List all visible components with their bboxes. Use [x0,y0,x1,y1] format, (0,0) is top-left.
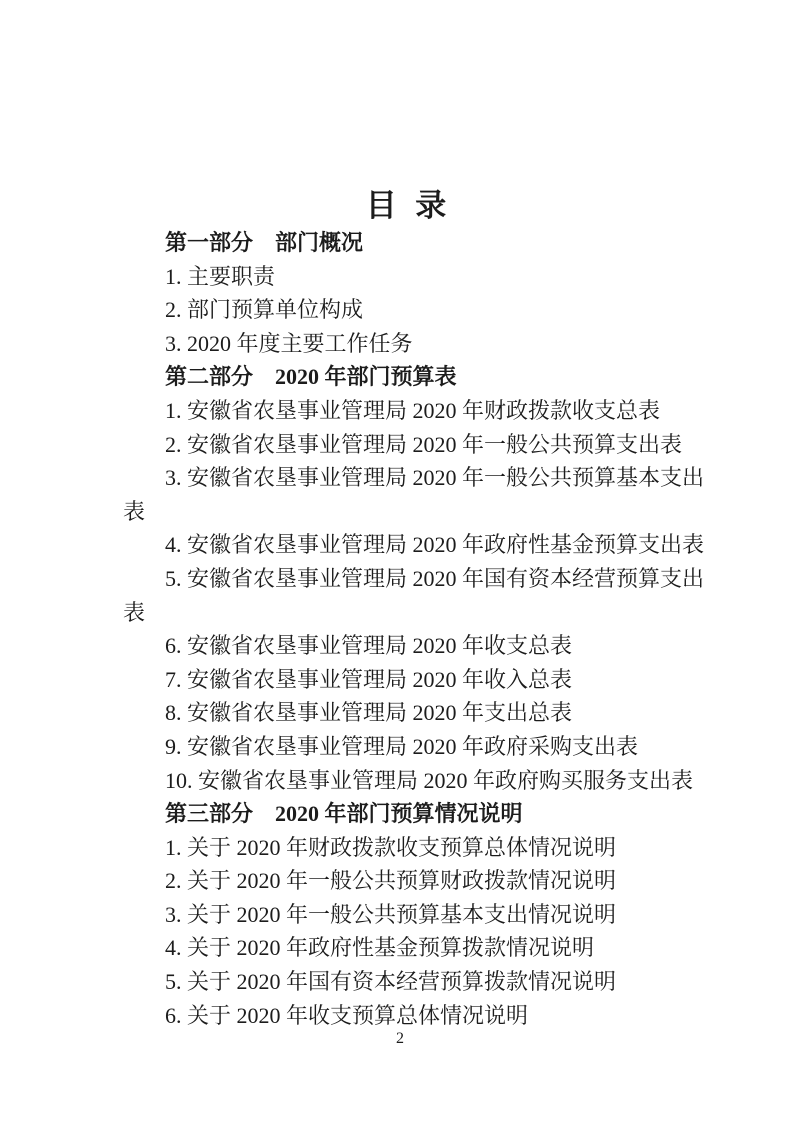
toc-item: 1. 关于 2020 年财政拨款收支预算总体情况说明 [165,834,617,860]
toc-item: 3. 安徽省农垦事业管理局 2020 年一般公共预算基本支出 [165,465,705,491]
toc-item: 6. 安徽省农垦事业管理局 2020 年收支总表 [165,633,573,659]
toc-item: 4. 安徽省农垦事业管理局 2020 年政府性基金预算支出表 [165,532,705,558]
toc-item: 9. 安徽省农垦事业管理局 2020 年政府采购支出表 [165,733,639,759]
toc-item: 6. 关于 2020 年收支预算总体情况说明 [165,1002,529,1028]
page-number: 2 [396,1030,404,1047]
toc-item: 4. 关于 2020 年政府性基金预算拨款情况说明 [165,935,595,961]
toc-item: 10. 安徽省农垦事业管理局 2020 年政府购买服务支出表 [165,767,694,793]
toc-item: 1. 安徽省农垦事业管理局 2020 年财政拨款收支总表 [165,397,661,423]
toc-item: 3. 2020 年度主要工作任务 [165,330,413,356]
section-heading: 第二部分 2020 年部门预算表 [165,364,457,390]
toc-item: 2. 关于 2020 年一般公共预算财政拨款情况说明 [165,868,617,894]
toc-item: 1. 主要职责 [165,263,276,289]
toc-item: 8. 安徽省农垦事业管理局 2020 年支出总表 [165,700,573,726]
section-heading: 第一部分 部门概况 [165,230,364,255]
toc-item: 5. 安徽省农垦事业管理局 2020 年国有资本经营预算支出 [165,565,705,591]
toc-item: 3. 关于 2020 年一般公共预算基本支出情况说明 [165,901,617,927]
toc-item-continuation: 表 [123,498,146,524]
toc-item-continuation: 表 [123,599,146,625]
section-heading: 第三部分 2020 年部门预算情况说明 [165,801,523,827]
toc-item: 7. 安徽省农垦事业管理局 2020 年收入总表 [165,666,573,692]
toc-body [123,226,800,1032]
toc-item: 5. 关于 2020 年国有资本经营预算拨款情况说明 [165,969,617,995]
document-title: 目 录 [365,188,448,223]
toc-item: 2. 安徽省农垦事业管理局 2020 年一般公共预算支出表 [165,431,683,457]
toc-item: 2. 部门预算单位构成 [165,297,364,323]
